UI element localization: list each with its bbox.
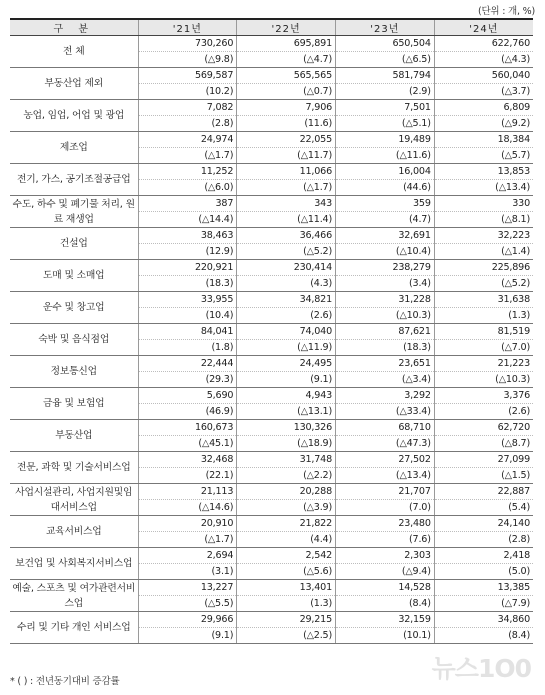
change-rate-cell: (3.4) bbox=[336, 276, 435, 292]
header-year-2022: '22년 bbox=[237, 19, 336, 36]
count-cell: 62,720 bbox=[434, 420, 533, 436]
change-rate-cell: (18.3) bbox=[138, 276, 237, 292]
change-rate-cell: (△5.2) bbox=[237, 244, 336, 260]
row-category-label: 수도, 하수 및 폐기물 처리, 원료 재생업 bbox=[10, 196, 138, 228]
count-cell: 21,707 bbox=[336, 484, 435, 500]
change-rate-cell: (△8.7) bbox=[434, 436, 533, 452]
count-cell: 4,943 bbox=[237, 388, 336, 404]
table-row-values bbox=[10, 388, 533, 404]
change-rate-cell: (△1.7) bbox=[237, 180, 336, 196]
count-cell: 3,376 bbox=[434, 388, 533, 404]
change-rate-cell: (△1.5) bbox=[434, 468, 533, 484]
count-cell: 5,690 bbox=[138, 388, 237, 404]
count-cell: 2,542 bbox=[237, 548, 336, 564]
count-cell: 31,638 bbox=[434, 292, 533, 308]
change-rate-cell: (△13.4) bbox=[434, 180, 533, 196]
table-row-values bbox=[10, 548, 533, 564]
change-rate-cell: (5.0) bbox=[434, 564, 533, 580]
count-cell: 84,041 bbox=[138, 324, 237, 340]
row-category-label: 숙박 및 음식점업 bbox=[10, 324, 138, 356]
count-cell: 22,055 bbox=[237, 132, 336, 148]
count-cell: 19,489 bbox=[336, 132, 435, 148]
row-category-label: 부동산업 제외 bbox=[10, 68, 138, 100]
change-rate-cell: (44.6) bbox=[336, 180, 435, 196]
change-rate-cell: (△47.3) bbox=[336, 436, 435, 452]
change-rate-cell: (△14.6) bbox=[138, 500, 237, 516]
count-cell: 6,809 bbox=[434, 100, 533, 116]
change-rate-cell: (△7.9) bbox=[434, 596, 533, 612]
table-body bbox=[10, 36, 533, 644]
watermark-logo: 뉴스1O0 bbox=[431, 654, 531, 683]
count-cell: 2,694 bbox=[138, 548, 237, 564]
change-rate-cell: (△4.3) bbox=[434, 52, 533, 68]
change-rate-cell: (11.6) bbox=[237, 116, 336, 132]
change-rate-cell: (1.3) bbox=[434, 308, 533, 324]
count-cell: 730,260 bbox=[138, 36, 237, 52]
change-rate-cell: (△13.1) bbox=[237, 404, 336, 420]
count-cell: 32,159 bbox=[336, 612, 435, 628]
change-rate-cell: (△11.7) bbox=[237, 148, 336, 164]
count-cell: 13,227 bbox=[138, 580, 237, 596]
table-row-values bbox=[10, 36, 533, 52]
count-cell: 225,896 bbox=[434, 260, 533, 276]
count-cell: 31,228 bbox=[336, 292, 435, 308]
count-cell: 27,502 bbox=[336, 452, 435, 468]
count-cell: 650,504 bbox=[336, 36, 435, 52]
count-cell: 7,501 bbox=[336, 100, 435, 116]
change-rate-cell: (△8.1) bbox=[434, 212, 533, 228]
change-rate-cell: (4.7) bbox=[336, 212, 435, 228]
table-row-values bbox=[10, 228, 533, 244]
count-cell: 27,099 bbox=[434, 452, 533, 468]
count-cell: 20,910 bbox=[138, 516, 237, 532]
header-year-2024: '24년 bbox=[434, 19, 533, 36]
row-category-label: 운수 및 창고업 bbox=[10, 292, 138, 324]
change-rate-cell: (△5.2) bbox=[434, 276, 533, 292]
count-cell: 22,444 bbox=[138, 356, 237, 372]
change-rate-cell: (9.1) bbox=[138, 628, 237, 644]
table-row-values bbox=[10, 420, 533, 436]
count-cell: 11,066 bbox=[237, 164, 336, 180]
count-cell: 24,140 bbox=[434, 516, 533, 532]
change-rate-cell: (△3.7) bbox=[434, 84, 533, 100]
change-rate-cell: (4.3) bbox=[237, 276, 336, 292]
change-rate-cell: (10.1) bbox=[336, 628, 435, 644]
change-rate-cell: (29.3) bbox=[138, 372, 237, 388]
count-cell: 21,822 bbox=[237, 516, 336, 532]
table-row-values bbox=[10, 356, 533, 372]
change-rate-cell: (1.8) bbox=[138, 340, 237, 356]
row-category-label: 사업시설관리, 사업지원및임대서비스업 bbox=[10, 484, 138, 516]
change-rate-cell: (3.1) bbox=[138, 564, 237, 580]
change-rate-cell: (△7.0) bbox=[434, 340, 533, 356]
count-cell: 74,040 bbox=[237, 324, 336, 340]
count-cell: 68,710 bbox=[336, 420, 435, 436]
change-rate-cell: (1.3) bbox=[237, 596, 336, 612]
count-cell: 32,691 bbox=[336, 228, 435, 244]
table-row-values bbox=[10, 580, 533, 596]
row-category-label: 전기, 가스, 공기조절공급업 bbox=[10, 164, 138, 196]
count-cell: 160,673 bbox=[138, 420, 237, 436]
change-rate-cell: (△33.4) bbox=[336, 404, 435, 420]
table-row-values bbox=[10, 196, 533, 212]
row-category-label: 도매 및 소매업 bbox=[10, 260, 138, 292]
row-category-label: 건설업 bbox=[10, 228, 138, 260]
change-rate-cell: (△0.7) bbox=[237, 84, 336, 100]
change-rate-cell: (△4.7) bbox=[237, 52, 336, 68]
change-rate-cell: (△5.5) bbox=[138, 596, 237, 612]
change-rate-cell: (△5.6) bbox=[237, 564, 336, 580]
change-rate-cell: (10.2) bbox=[138, 84, 237, 100]
header-year-2023: '23년 bbox=[336, 19, 435, 36]
change-rate-cell: (18.3) bbox=[336, 340, 435, 356]
count-cell: 565,565 bbox=[237, 68, 336, 84]
count-cell: 130,326 bbox=[237, 420, 336, 436]
change-rate-cell: (△14.4) bbox=[138, 212, 237, 228]
change-rate-cell: (7.0) bbox=[336, 500, 435, 516]
change-rate-cell: (△1.4) bbox=[434, 244, 533, 260]
count-cell: 330 bbox=[434, 196, 533, 212]
table-row-values bbox=[10, 68, 533, 84]
count-cell: 24,974 bbox=[138, 132, 237, 148]
table-row-values bbox=[10, 164, 533, 180]
count-cell: 23,651 bbox=[336, 356, 435, 372]
count-cell: 29,966 bbox=[138, 612, 237, 628]
row-category-label: 전 체 bbox=[10, 36, 138, 68]
count-cell: 34,860 bbox=[434, 612, 533, 628]
change-rate-cell: (△1.7) bbox=[138, 532, 237, 548]
change-rate-cell: (2.8) bbox=[138, 116, 237, 132]
count-cell: 20,288 bbox=[237, 484, 336, 500]
change-rate-cell: (46.9) bbox=[138, 404, 237, 420]
count-cell: 29,215 bbox=[237, 612, 336, 628]
footnote: * ( ) : 전년동기대비 증감률 bbox=[10, 676, 120, 687]
change-rate-cell: (8.4) bbox=[434, 628, 533, 644]
count-cell: 7,082 bbox=[138, 100, 237, 116]
change-rate-cell: (5.4) bbox=[434, 500, 533, 516]
header-year-2021: '21년 bbox=[138, 19, 237, 36]
unit-note: (단위 : 개, %) bbox=[477, 6, 535, 17]
count-cell: 21,223 bbox=[434, 356, 533, 372]
change-rate-cell: (2.6) bbox=[237, 308, 336, 324]
table-row-values bbox=[10, 484, 533, 500]
row-category-label: 농업, 임업, 어업 및 광업 bbox=[10, 100, 138, 132]
row-category-label: 전문, 과학 및 기술서비스업 bbox=[10, 452, 138, 484]
count-cell: 220,921 bbox=[138, 260, 237, 276]
count-cell: 36,466 bbox=[237, 228, 336, 244]
change-rate-cell: (8.4) bbox=[336, 596, 435, 612]
count-cell: 238,279 bbox=[336, 260, 435, 276]
count-cell: 87,621 bbox=[336, 324, 435, 340]
change-rate-cell: (△10.4) bbox=[336, 244, 435, 260]
count-cell: 18,384 bbox=[434, 132, 533, 148]
count-cell: 16,004 bbox=[336, 164, 435, 180]
table-row-values bbox=[10, 516, 533, 532]
change-rate-cell: (2.6) bbox=[434, 404, 533, 420]
count-cell: 7,906 bbox=[237, 100, 336, 116]
change-rate-cell: (△10.3) bbox=[434, 372, 533, 388]
change-rate-cell: (△5.7) bbox=[434, 148, 533, 164]
row-category-label: 부동산업 bbox=[10, 420, 138, 452]
count-cell: 81,519 bbox=[434, 324, 533, 340]
count-cell: 622,760 bbox=[434, 36, 533, 52]
table-row-values bbox=[10, 612, 533, 628]
change-rate-cell: (△1.7) bbox=[138, 148, 237, 164]
count-cell: 581,794 bbox=[336, 68, 435, 84]
company-count-table bbox=[10, 18, 533, 644]
table-row-values bbox=[10, 292, 533, 308]
change-rate-cell: (△13.4) bbox=[336, 468, 435, 484]
row-category-label: 수리 및 기타 개인 서비스업 bbox=[10, 612, 138, 644]
header-row bbox=[10, 19, 533, 36]
table-row-values bbox=[10, 324, 533, 340]
change-rate-cell: (△5.1) bbox=[336, 116, 435, 132]
count-cell: 22,887 bbox=[434, 484, 533, 500]
count-cell: 13,401 bbox=[237, 580, 336, 596]
change-rate-cell: (△11.9) bbox=[237, 340, 336, 356]
change-rate-cell: (△6.0) bbox=[138, 180, 237, 196]
change-rate-cell: (△3.9) bbox=[237, 500, 336, 516]
change-rate-cell: (△9.2) bbox=[434, 116, 533, 132]
change-rate-cell: (△10.3) bbox=[336, 308, 435, 324]
count-cell: 38,463 bbox=[138, 228, 237, 244]
count-cell: 33,955 bbox=[138, 292, 237, 308]
row-category-label: 보건업 및 사회복지서비스업 bbox=[10, 548, 138, 580]
table-row-values bbox=[10, 260, 533, 276]
change-rate-cell: (△2.5) bbox=[237, 628, 336, 644]
count-cell: 2,303 bbox=[336, 548, 435, 564]
row-category-label: 정보통신업 bbox=[10, 356, 138, 388]
count-cell: 2,418 bbox=[434, 548, 533, 564]
count-cell: 13,853 bbox=[434, 164, 533, 180]
count-cell: 13,385 bbox=[434, 580, 533, 596]
count-cell: 387 bbox=[138, 196, 237, 212]
change-rate-cell: (9.1) bbox=[237, 372, 336, 388]
row-category-label: 예술, 스포츠 및 여가관련서비스업 bbox=[10, 580, 138, 612]
count-cell: 569,587 bbox=[138, 68, 237, 84]
count-cell: 560,040 bbox=[434, 68, 533, 84]
row-category-label: 제조업 bbox=[10, 132, 138, 164]
count-cell: 34,821 bbox=[237, 292, 336, 308]
change-rate-cell: (△3.4) bbox=[336, 372, 435, 388]
count-cell: 32,468 bbox=[138, 452, 237, 468]
count-cell: 21,113 bbox=[138, 484, 237, 500]
table-row-values bbox=[10, 100, 533, 116]
change-rate-cell: (2.8) bbox=[434, 532, 533, 548]
count-cell: 23,480 bbox=[336, 516, 435, 532]
change-rate-cell: (7.6) bbox=[336, 532, 435, 548]
change-rate-cell: (△11.6) bbox=[336, 148, 435, 164]
change-rate-cell: (10.4) bbox=[138, 308, 237, 324]
change-rate-cell: (△9.4) bbox=[336, 564, 435, 580]
count-cell: 24,495 bbox=[237, 356, 336, 372]
change-rate-cell: (4.4) bbox=[237, 532, 336, 548]
count-cell: 343 bbox=[237, 196, 336, 212]
change-rate-cell: (△9.8) bbox=[138, 52, 237, 68]
count-cell: 359 bbox=[336, 196, 435, 212]
count-cell: 11,252 bbox=[138, 164, 237, 180]
change-rate-cell: (△6.5) bbox=[336, 52, 435, 68]
count-cell: 14,528 bbox=[336, 580, 435, 596]
change-rate-cell: (2.9) bbox=[336, 84, 435, 100]
change-rate-cell: (△45.1) bbox=[138, 436, 237, 452]
count-cell: 695,891 bbox=[237, 36, 336, 52]
count-cell: 230,414 bbox=[237, 260, 336, 276]
count-cell: 32,223 bbox=[434, 228, 533, 244]
count-cell: 31,748 bbox=[237, 452, 336, 468]
table-row-values bbox=[10, 452, 533, 468]
change-rate-cell: (△18.9) bbox=[237, 436, 336, 452]
row-category-label: 교육서비스업 bbox=[10, 516, 138, 548]
change-rate-cell: (22.1) bbox=[138, 468, 237, 484]
header-category: 구 분 bbox=[10, 19, 138, 36]
table-row-values bbox=[10, 132, 533, 148]
change-rate-cell: (△11.4) bbox=[237, 212, 336, 228]
count-cell: 3,292 bbox=[336, 388, 435, 404]
change-rate-cell: (△2.2) bbox=[237, 468, 336, 484]
row-category-label: 금융 및 보험업 bbox=[10, 388, 138, 420]
change-rate-cell: (12.9) bbox=[138, 244, 237, 260]
